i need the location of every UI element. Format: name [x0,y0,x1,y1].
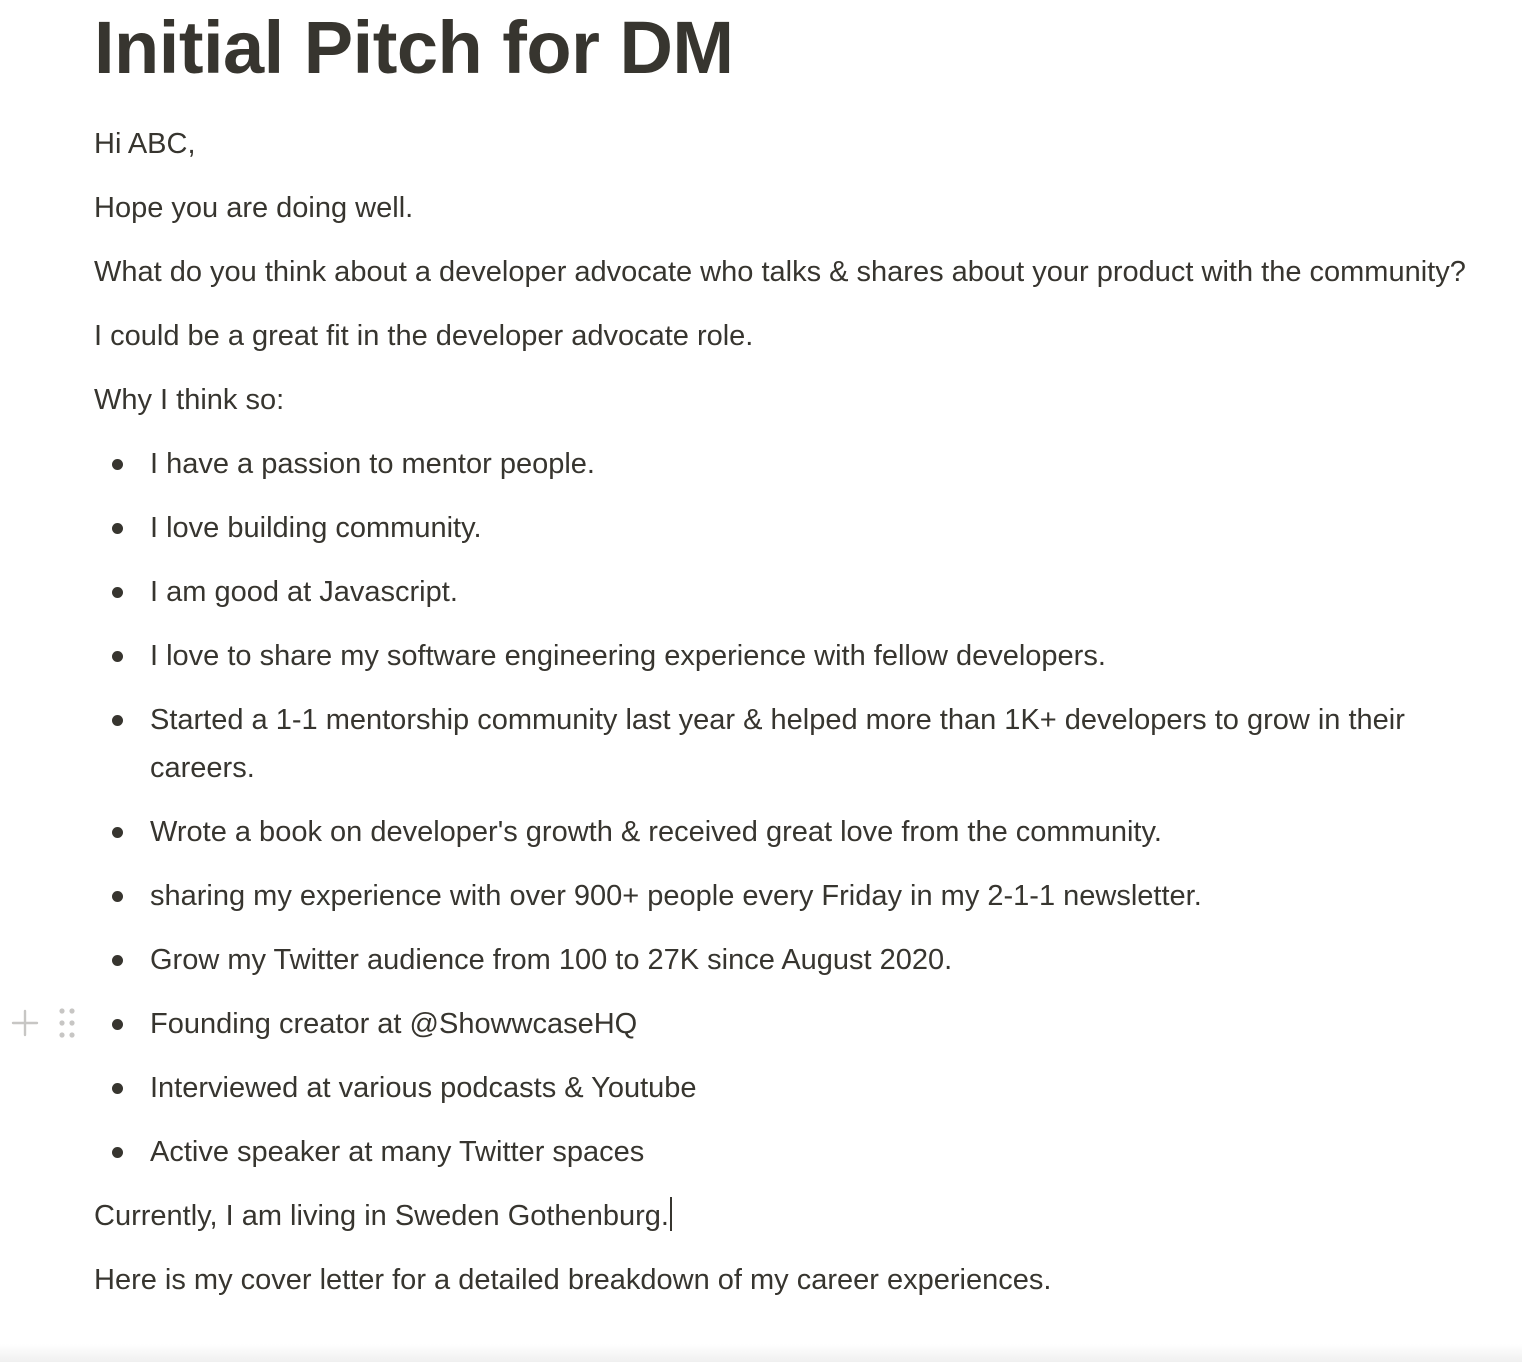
bullet-text[interactable]: Grow my Twitter audience from 100 to 27K since August 2020. [150,944,953,976]
bullet-item[interactable] [94,864,1494,928]
bullet-dot-icon [112,1019,123,1030]
text-block[interactable]: What do you think about a developer advocate who talks & shares about your product with the community? [94,256,1466,288]
active-block-text[interactable]: Currently, I am living in Sweden Gothenburg. [94,1200,669,1232]
bullet-dot-icon [112,827,123,838]
text-caret [670,1197,672,1231]
bullet-dot-icon [112,955,123,966]
bullet-dot-icon [112,891,123,902]
plus-icon[interactable] [10,1008,40,1038]
text-block-active[interactable] [94,1184,1494,1248]
bullet-item[interactable] [94,688,1494,800]
bullet-text[interactable]: Active speaker at many Twitter spaces [150,1136,645,1168]
bottom-edge-shadow [0,1344,1522,1362]
bullet-text[interactable]: I love building community. [150,512,482,544]
bullet-item[interactable] [94,928,1494,992]
page-content [94,0,1494,1312]
text-block[interactable]: Why I think so: [94,384,285,416]
bullet-text[interactable]: sharing my experience with over 900+ people every Friday in my 2-1-1 newsletter. [150,880,1202,912]
bullet-text[interactable]: I love to share my software engineering experience with fellow developers. [150,640,1106,672]
bullet-text[interactable]: Founding creator at @ShowwcaseHQ [150,1008,638,1040]
bullet-item[interactable] [94,496,1494,560]
text-block[interactable]: I could be a great fit in the developer advocate role. [94,320,754,352]
bullet-item[interactable] [94,560,1494,624]
bullet-text[interactable]: I have a passion to mentor people. [150,448,595,480]
bullet-dot-icon [112,1083,123,1094]
bullet-item[interactable] [94,1056,1494,1120]
bullet-text[interactable]: Wrote a book on developer's growth & received great love from the community. [150,816,1162,848]
bulleted-list [94,432,1494,1184]
page-title[interactable]: Initial Pitch for DM [94,6,734,89]
text-block[interactable]: Hi ABC, [94,128,196,160]
bullet-item-hovered[interactable] [94,992,1494,1056]
bullet-text[interactable]: Started a 1-1 mentorship community last year & helped more than 1K+ developers to grow in their careers. [150,704,1405,784]
bullet-dot-icon [112,1147,123,1158]
bullet-item[interactable] [94,432,1494,496]
bullet-item[interactable] [94,800,1494,864]
bullet-item[interactable] [94,1120,1494,1184]
bullet-dot-icon [112,587,123,598]
bullet-dot-icon [112,459,123,470]
text-block[interactable]: Hope you are doing well. [94,192,414,224]
bullet-item[interactable] [94,624,1494,688]
bullet-dot-icon [112,651,123,662]
drag-handle-icon[interactable] [56,1006,78,1040]
text-block[interactable]: Here is my cover letter for a detailed breakdown of my career experiences. [94,1264,1052,1296]
bullet-text[interactable]: Interviewed at various podcasts & Youtube [150,1072,697,1104]
block-handles [10,1004,82,1044]
bullet-dot-icon [112,715,123,726]
bullet-text[interactable]: I am good at Javascript. [150,576,458,608]
bullet-dot-icon [112,523,123,534]
